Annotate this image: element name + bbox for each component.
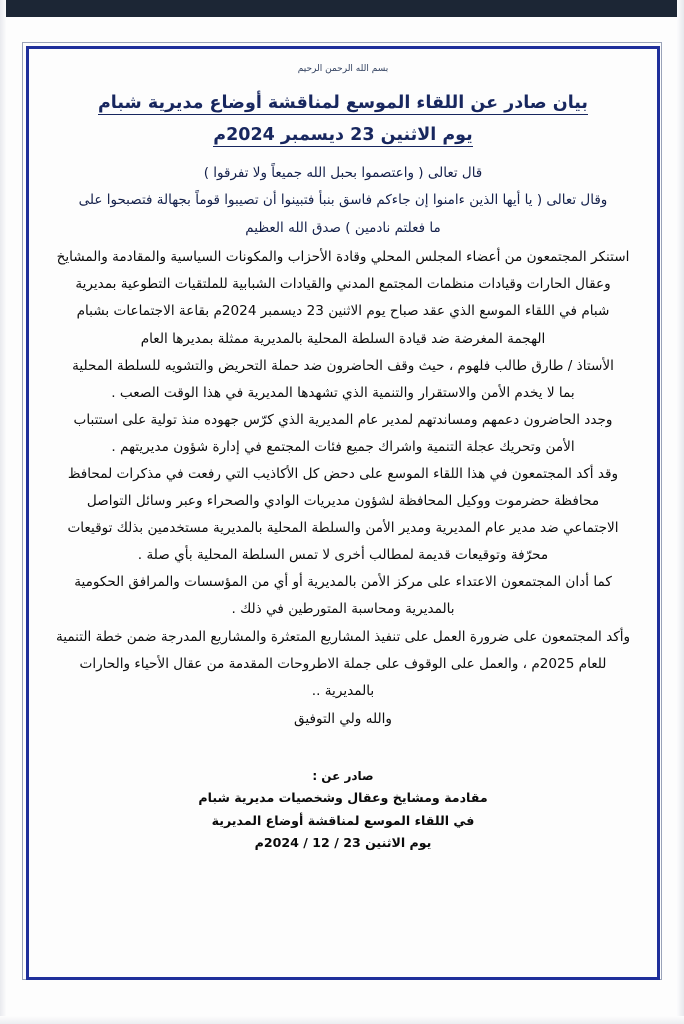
- body-line: شبام في اللقاء الموسع الذي عقد صباح يوم الاثنين 23 ديسمبر 2024م بقاعة الاجتماعات بشبام: [76, 303, 610, 320]
- body-line: محافظة حضرموت ووكيل المحافظة لشؤون مديريات الوادي والصحراء وعبر وسائل التواصل: [86, 493, 600, 510]
- signature-issued-by-label: صادر عن :: [312, 768, 374, 783]
- closing-invocation: والله ولي التوفيق: [294, 710, 392, 727]
- page-title: [48, 90, 638, 116]
- body-line: الهجمة المغرضة ضد قيادة السلطة المحلية بالمديرية ممثلة بمديرها العام: [140, 330, 546, 347]
- body-line: وأكد المجتمعون على ضرورة العمل على تنفيذ المشاريع المتعثرة والمشاريع المدرجة ضمن خطة التنمية: [55, 628, 631, 645]
- signature-block: [48, 766, 638, 855]
- body-line: وجدد الحاضرون دعمهم ومساندتهم لمدير عام المديرية الذي كرّس جهوده منذ تولية على استتباب: [73, 411, 613, 428]
- scan-edge-band-top: [0, 0, 684, 17]
- body-line: وقد أكد المجتمعون في هذا اللقاء الموسع على دحض كل الأكاذيب التي رفعت في مذكرات لمحافظ: [67, 465, 619, 482]
- body-line: الاجتماعي ضد مدير عام المديرية ومدير الأمن والسلطة المحلية بالمديرية مستخدمين بذلك توقيعات: [67, 520, 619, 537]
- body-line: بالمديرية ..: [311, 682, 375, 699]
- body-line: بما لا يخدم الأمن والاستقرار والتنمية الذي تشهدها المديرية في هذا الوقت الصعب .: [111, 384, 575, 401]
- body-line: استنكر المجتمعون من أعضاء المجلس المحلي وقادة الأحزاب والمكونات السياسية والمقادمة والمشايخ: [56, 249, 630, 266]
- body-line: بالمديرية ومحاسبة المتورطين في ذلك .: [231, 601, 455, 618]
- scan-edge-band-right: [677, 0, 684, 1024]
- quran-verse-line: وقال تعالى ( يا أيها الذين ءامنوا إن جاءكم فاسق بنبأ فتبينوا أن تصيبوا قوماً بجهالة فتصبحوا على: [78, 192, 608, 209]
- page-subtitle: [48, 122, 638, 148]
- body-line: الأمن وتحريك عجلة التنمية واشراك جميع فئات المجتمع في إدارة شؤون مديريتهم .: [111, 438, 575, 455]
- body-line: كما أدان المجتمعون الاعتداء على مركز الأمن بالمديرية أو أي من المؤسسات والمرافق الحكومية: [74, 574, 612, 591]
- basmala: بسم الله الرحمن الرحيم: [297, 64, 389, 74]
- signature-date: يوم الاثنين 23 / 12 / 2024م: [254, 835, 432, 851]
- body-line: محرّفة وتوقيعات قديمة لمطالب أخرى لا تمس السلطة المحلية بأي صلة .: [137, 547, 549, 564]
- scan-edge-band-left: [0, 0, 6, 1024]
- quran-verse-line: قال تعالى ( واعتصموا بحبل الله جميعاً ولا تفرقوا ): [203, 164, 483, 181]
- signature-line: في اللقاء الموسع لمناقشة أوضاع المديرية: [211, 812, 475, 828]
- quran-verse-line: ما فعلتم نادمين ) صدق الله العظيم: [245, 220, 441, 237]
- scan-edge-band-bottom: [0, 1016, 684, 1024]
- page-subtitle-text: يوم الاثنين 23 ديسمبر 2024م: [213, 125, 473, 146]
- signature-line: مقادمة ومشايخ وعقال وشخصيات مديرية شبام: [198, 790, 488, 806]
- body-line: وعقال الحارات وقيادات منظمات المجتمع المدني والقيادات الشبابية للملتقيات التطوعية بمديرية: [75, 276, 611, 293]
- body-line: الأستاذ / طارق طالب فلهوم ، حيث وقف الحاضرون ضد حملة التحريض والتشويه للسلطة المحلية: [72, 357, 614, 374]
- page-title-text: بيان صادر عن اللقاء الموسع لمناقشة أوضاع مديرية شبام: [97, 93, 588, 113]
- body-line: للعام 2025م ، والعمل على الوقوف على جملة الاطروحات المقدمة من عقال الأحياء والحارات: [79, 655, 607, 672]
- document-content: [34, 52, 652, 972]
